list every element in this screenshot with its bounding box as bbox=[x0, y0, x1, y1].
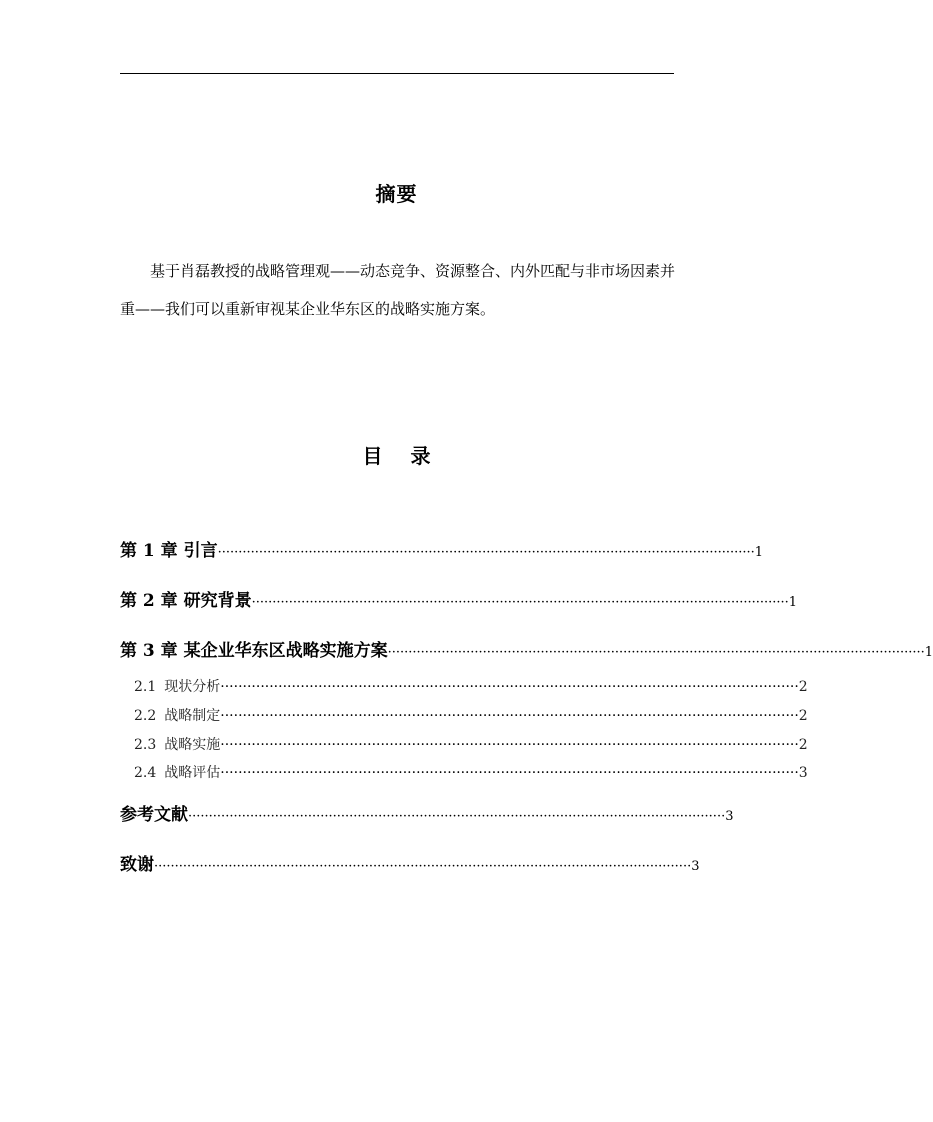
toc-title: 目录 bbox=[362, 444, 459, 468]
toc-section-number: 2.1 bbox=[134, 679, 157, 695]
toc-entry-page: 2 bbox=[798, 708, 808, 724]
toc-entry-label: 现状分析 bbox=[164, 679, 221, 695]
toc-leader-dots: ·································································································································· bbox=[251, 595, 789, 610]
toc-entry-section-2-2[interactable] bbox=[134, 705, 808, 725]
toc-entry-page: 1 bbox=[754, 545, 764, 560]
toc-entry-acknowledgements[interactable] bbox=[120, 850, 700, 875]
toc-section-number: 2.2 bbox=[134, 708, 157, 724]
toc-entry-chapter-3[interactable] bbox=[120, 636, 933, 661]
toc-entry-label: 致谢 bbox=[120, 855, 154, 875]
toc-entry-label: 第 2 章 研究背景 bbox=[120, 591, 252, 611]
toc-entry-label: 战略制定 bbox=[164, 708, 221, 724]
toc-entry-references[interactable] bbox=[120, 800, 734, 825]
toc-leader-dots: ·································································································································· bbox=[217, 545, 755, 560]
toc-entry-page: 1 bbox=[788, 595, 798, 610]
toc-entry-page: 3 bbox=[798, 765, 808, 781]
toc-entry-label: 战略评估 bbox=[164, 765, 221, 781]
toc-section-number: 2.3 bbox=[134, 737, 157, 753]
toc-entry-page: 3 bbox=[691, 859, 700, 874]
toc-leader-dots: ·································································································································· bbox=[220, 679, 799, 695]
toc-entry-section-2-3[interactable] bbox=[134, 734, 808, 754]
toc-entry-label: 第 3 章 某企业华东区战略实施方案 bbox=[120, 641, 388, 661]
toc-entry-label: 参考文献 bbox=[120, 805, 188, 825]
toc-entry-label: 第 1 章 引言 bbox=[120, 541, 218, 561]
toc-entry-page: 2 bbox=[798, 737, 808, 753]
toc-entry-section-2-4[interactable] bbox=[134, 762, 808, 782]
toc-entry-page: 2 bbox=[798, 679, 808, 695]
toc-entry-chapter-2[interactable] bbox=[120, 586, 798, 611]
toc-entry-section-2-1[interactable] bbox=[134, 676, 808, 696]
abstract-body: 基于肖磊教授的战略管理观——动态竞争、资源整合、内外匹配与非市场因素并重——我们可以重新审视某企业华东区的战略实施方案。 bbox=[120, 262, 676, 318]
header-rule bbox=[120, 73, 674, 74]
abstract-title: 摘要 bbox=[375, 182, 418, 206]
toc-leader-dots: ·································································································································· bbox=[188, 809, 726, 824]
toc-entry-page: 1 bbox=[924, 645, 933, 660]
toc-entry-chapter-1[interactable] bbox=[120, 536, 764, 561]
toc-leader-dots: ·································································································································· bbox=[220, 708, 799, 724]
toc-entry-page: 3 bbox=[725, 809, 734, 824]
toc-leader-dots: ·································································································································· bbox=[220, 765, 799, 781]
toc-leader-dots: ·································································································································· bbox=[154, 859, 692, 874]
toc-entry-label: 战略实施 bbox=[164, 737, 221, 753]
toc-section-number: 2.4 bbox=[134, 765, 157, 781]
toc-leader-dots: ·································································································································· bbox=[220, 737, 799, 753]
toc-leader-dots: ·································································································································· bbox=[387, 645, 925, 660]
